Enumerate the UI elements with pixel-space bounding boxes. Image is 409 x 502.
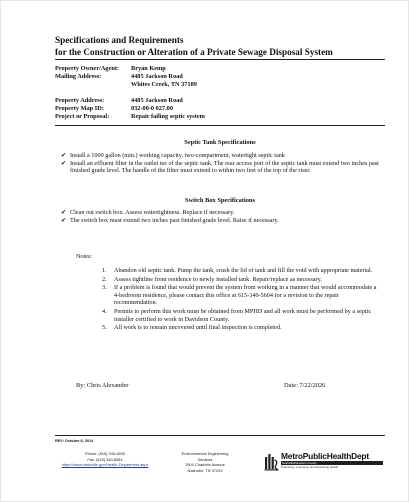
metro-public-health-logo [264, 451, 386, 473]
note-item [102, 324, 382, 332]
title-line-2: for the Construction or Alteration of a Private Sewage Disposal System [55, 47, 333, 57]
note-number: 2. [102, 275, 107, 283]
checkmark-icon: ✔ [61, 152, 67, 159]
revision-date: REV: October 8, 2014 [55, 439, 94, 443]
septic-item [61, 160, 379, 175]
map-id-label: Property Map ID: [55, 105, 104, 112]
footer-street: 2500 Charlotte Avenue [185, 462, 225, 468]
note-number: 1. [102, 267, 107, 274]
notes-list [102, 267, 382, 332]
note-number: 5. [102, 324, 107, 332]
mailing-line-2: Whites Creek, TN 37189 [131, 81, 197, 88]
switchbox-checklist [61, 209, 379, 224]
switchbox-heading: Switch Box Specifications [185, 197, 255, 204]
logo-tagline: Protecting, Improving, and Sustaining Health [281, 465, 339, 470]
notes-label: Notes: [76, 253, 93, 260]
logo-subtitle: Nashville/Davidson County [281, 461, 383, 465]
septic-item [61, 152, 379, 160]
property-info-block [55, 97, 205, 121]
switchbox-item-text: Clean out switch box. Assess watertightness. Replace if necessary. [70, 209, 235, 216]
footer-fax: Fax: (615) 340-8581 [87, 456, 123, 462]
septic-item-text: Install a 1000 gallon (min.) working capacity, two-compartment, watertight septic tank [70, 152, 285, 159]
mailing-label: Mailing Address: [55, 73, 102, 80]
switchbox-item [61, 217, 379, 225]
note-item [102, 267, 382, 275]
map-id-value: 032-00-0 027.00 [131, 105, 173, 112]
checkmark-icon: ✔ [61, 216, 67, 224]
footer-dept-line-1: Environmental Engineering [181, 451, 229, 456]
footer-divider [55, 435, 385, 436]
note-text: Permits to perform this work must be obtained from MPHD and all work must be performed by a septic installer certified to work in Davidson County. [114, 307, 372, 323]
owner-label: Property Owner/Agent: [55, 65, 120, 72]
note-text: Assess tightline from residence to newly installed tank. Repair/replace as necessary. [114, 275, 322, 283]
signature-by: By: Chris Alexander [76, 382, 129, 389]
note-number: 4. [102, 307, 107, 315]
title-divider [55, 59, 385, 60]
footer-phone: Phone: (615) 340-5630 [84, 451, 126, 456]
footer-dept-line-2: Services [197, 456, 213, 462]
footer-address [171, 451, 239, 473]
note-number: 3. [102, 284, 107, 292]
checkmark-icon: ✔ [61, 209, 67, 216]
property-value: 4485 Jackson Road [131, 97, 183, 104]
project-label: Project or Proposal: [55, 113, 110, 120]
septic-item-text: Install an effluent filter in the outlet tee of the septic tank. The rear access port of the septic tank must extend two inches past finished grade level. The handle of the filter must extend to within two feet of the top of the riser. [70, 159, 379, 175]
signature-date: Date: 7/22/2026 [284, 382, 326, 389]
septic-heading: Septic Tank Specifications [184, 139, 256, 146]
note-text: If a problem is found that would prevent the system from working in a manner that would accommodate a 4-bedroom residence, please contact this office at 615-340-5604 for a revision to the repair recommendation. [114, 284, 377, 307]
title-line-1: Specifications and Requirements [55, 35, 184, 45]
septic-checklist [61, 152, 379, 175]
switchbox-item [61, 209, 379, 217]
owner-value: Bryan Kemp [131, 65, 166, 72]
property-label: Property Address: [55, 97, 105, 104]
info-divider [55, 125, 385, 126]
logo-title: MetroPublicHealthDept [281, 451, 369, 461]
footer-contact [51, 451, 159, 468]
note-item [102, 308, 382, 323]
note-text: Abandon old septic tank. Pump the tank, crush the lid of tank and fill the void with appropriate material. [114, 267, 373, 274]
switchbox-item-text: The switch box must extend two inches past finished grade level. Raise if necessary. [70, 216, 279, 224]
footer-website-link[interactable]: https://www.nashville.gov/Health-Department.aspx [61, 462, 149, 468]
mailing-line-1: 4485 Jackson Road [131, 73, 183, 80]
document-title [55, 34, 333, 58]
footer-city: Nashville, TN 37209 [187, 467, 223, 473]
checkmark-icon: ✔ [61, 159, 67, 167]
owner-info-block [55, 65, 197, 89]
note-item [102, 284, 382, 307]
note-text: All work is to remain uncovered until final inspection is completed. [114, 324, 282, 332]
project-value: Repair failing septic system [131, 113, 205, 120]
note-item [102, 276, 382, 284]
health-dept-emblem-icon [264, 451, 279, 471]
